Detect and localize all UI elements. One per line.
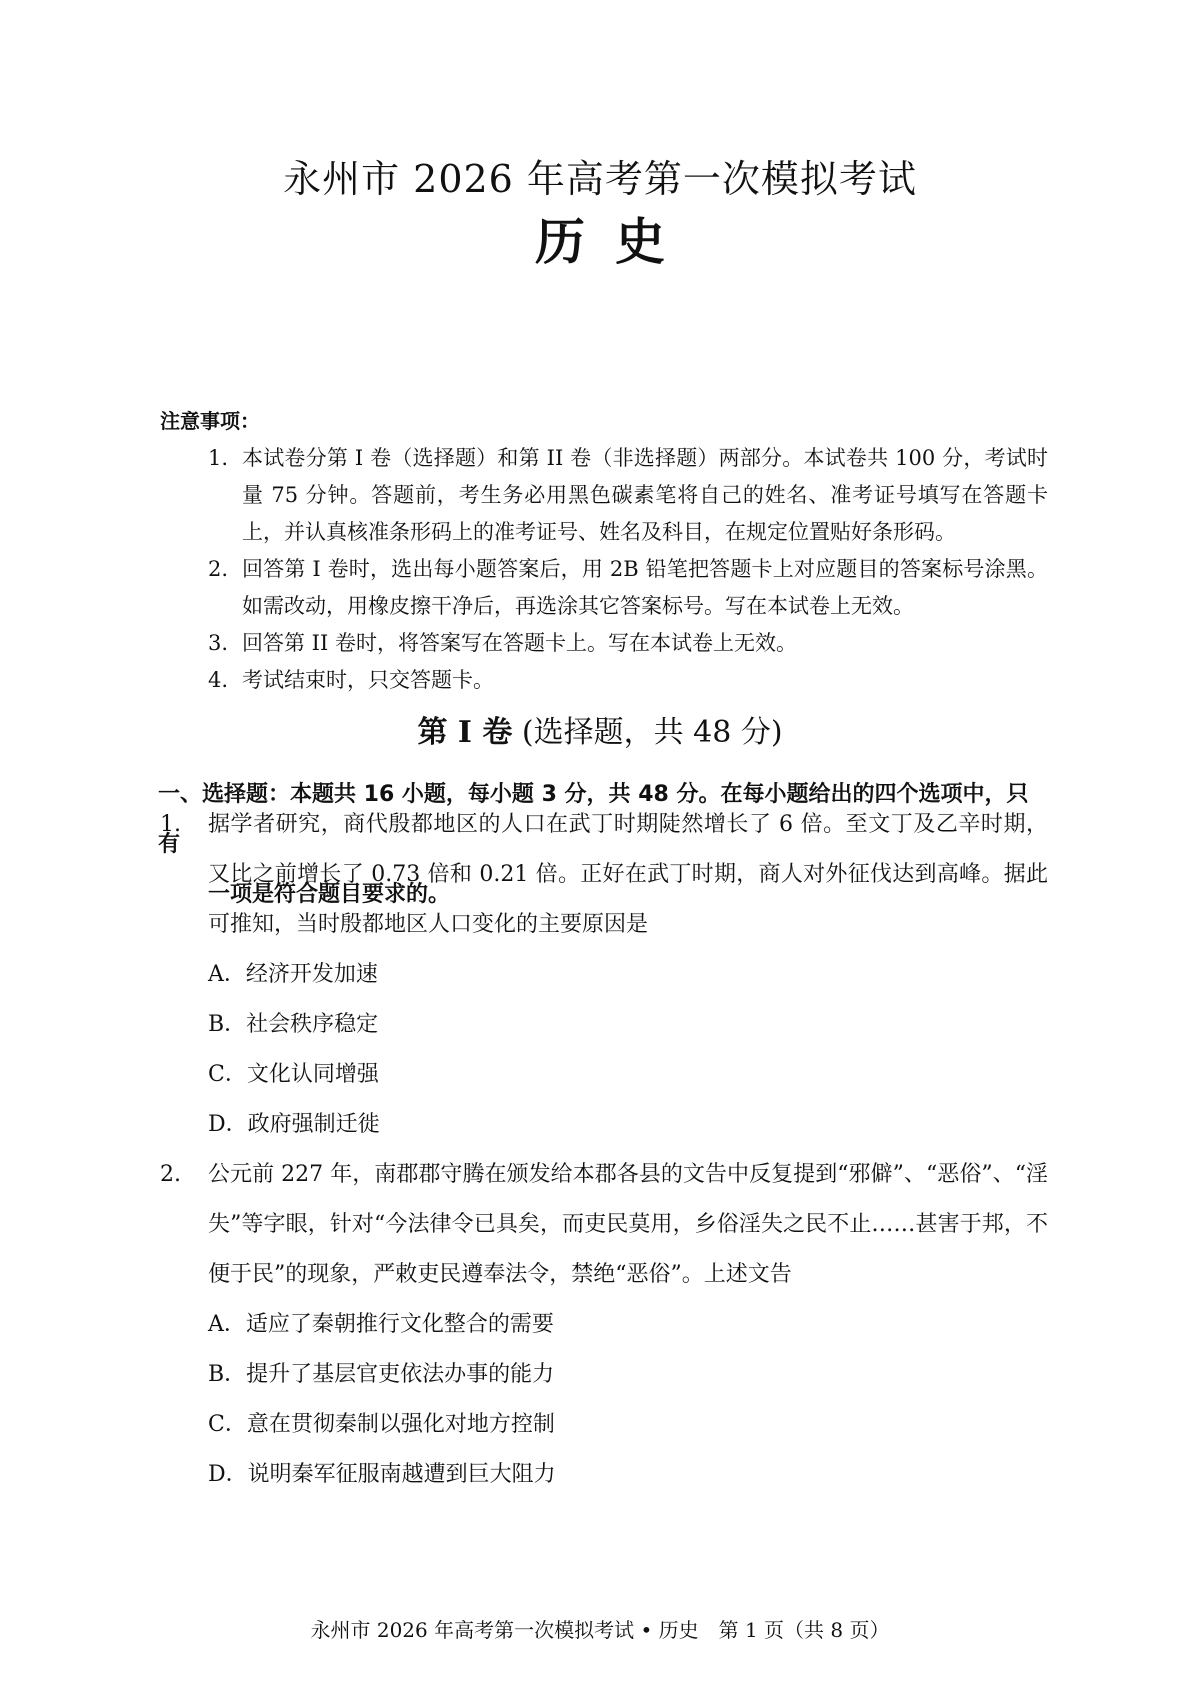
- notice-item-text: 考试结束时，只交答题卡。: [242, 668, 494, 692]
- notice-item-number: 1.: [208, 446, 229, 470]
- option-a: A．经济开发加速: [208, 962, 378, 987]
- section-title: [0, 713, 1200, 753]
- notice-list: [208, 440, 1048, 699]
- notice-item-text: 回答第 I 卷时，选出每小题答案后，用 2B 铅笔把答题卡上对应题目的答案标号涂黑。如需改动，用橡皮擦干净后，再选涂其它答案标号。写在本试卷上无效。: [242, 557, 1048, 618]
- section-title-main: 第 I 卷: [417, 715, 513, 750]
- notice-item-text: 回答第 II 卷时，将答案写在答题卡上。写在本试卷上无效。: [242, 631, 797, 655]
- part-heading-line: 一、选择题：本题共 16 小题，每小题 3 分，共 48 分。在每小题给出的四个选项中，只有: [158, 782, 1029, 857]
- notice-item: [208, 625, 1048, 662]
- notice-item-number: 3.: [208, 631, 229, 655]
- option-d: D．政府强制迁徙: [208, 1112, 380, 1137]
- page-footer: 永州市 2026 年高考第一次模拟考试 • 历史 第 1 页（共 8 页）: [310, 1618, 890, 1642]
- notice-heading: 注意事项：: [160, 409, 260, 433]
- part-heading-continuation: 一项是符合题目要求的。: [208, 882, 451, 907]
- section-title-sub: (选择题，共 48 分): [521, 715, 783, 750]
- option-d: D．说明秦军征服南越遭到巨大阻力: [208, 1462, 556, 1487]
- question-number: 1.: [160, 812, 181, 837]
- question-2: [160, 1150, 1048, 1500]
- notice-item: [208, 440, 1048, 551]
- exam-title: 永州市 2026 年高考第一次模拟考试: [283, 157, 917, 201]
- notice-item: [208, 662, 1048, 699]
- question-text: 据学者研究，商代殷都地区的人口在武丁时期陡然增长了 6 倍。至文丁及乙辛时期，又比之前增长了 0.73 倍和 0.21 倍。正好在武丁时期，商人对外征伐达到高峰。据此可推知，当时殷都地区人口变化的主要原因是: [208, 812, 1048, 937]
- notice-item: [208, 551, 1048, 625]
- notice-item-text: 本试卷分第 I 卷（选择题）和第 II 卷（非选择题）两部分。本试卷共 100 分，考试时量 75 分钟。答题前，考生务必用黑色碳素笔将自己的姓名、准考证号填写在答题卡上，并认真核准条形码上的准考证号、姓名及科目，在规定位置贴好条形码。: [242, 446, 1048, 544]
- notice-item-number: 4.: [208, 668, 229, 692]
- question-stem: [160, 1150, 1048, 1300]
- option-c: C．文化认同增强: [208, 1062, 379, 1087]
- notice-item-number: 2.: [208, 557, 229, 581]
- question-text: 公元前 227 年，南郡郡守腾在颁发给本郡各县的文告中反复提到“邪僻”、“恶俗”、“淫失”等字眼，针对“今法律令已具矣，而吏民莫用，乡俗淫失之民不止……甚害于邦，不便于民”的现象，严敕吏民遵奉法令，禁绝“恶俗”。上述文告: [208, 1162, 1048, 1287]
- option-b: B．提升了基层官吏依法办事的能力: [208, 1362, 555, 1387]
- option-b: B．社会秩序稳定: [208, 1012, 379, 1037]
- option-a: A．适应了秦朝推行文化整合的需要: [208, 1312, 554, 1337]
- option-c: C．意在贯彻秦制以强化对地方控制: [208, 1412, 555, 1437]
- question-1: [160, 800, 1048, 1150]
- subject-title: 历史: [535, 212, 695, 271]
- question-number: 2.: [160, 1162, 181, 1187]
- question-stem: [160, 800, 1048, 950]
